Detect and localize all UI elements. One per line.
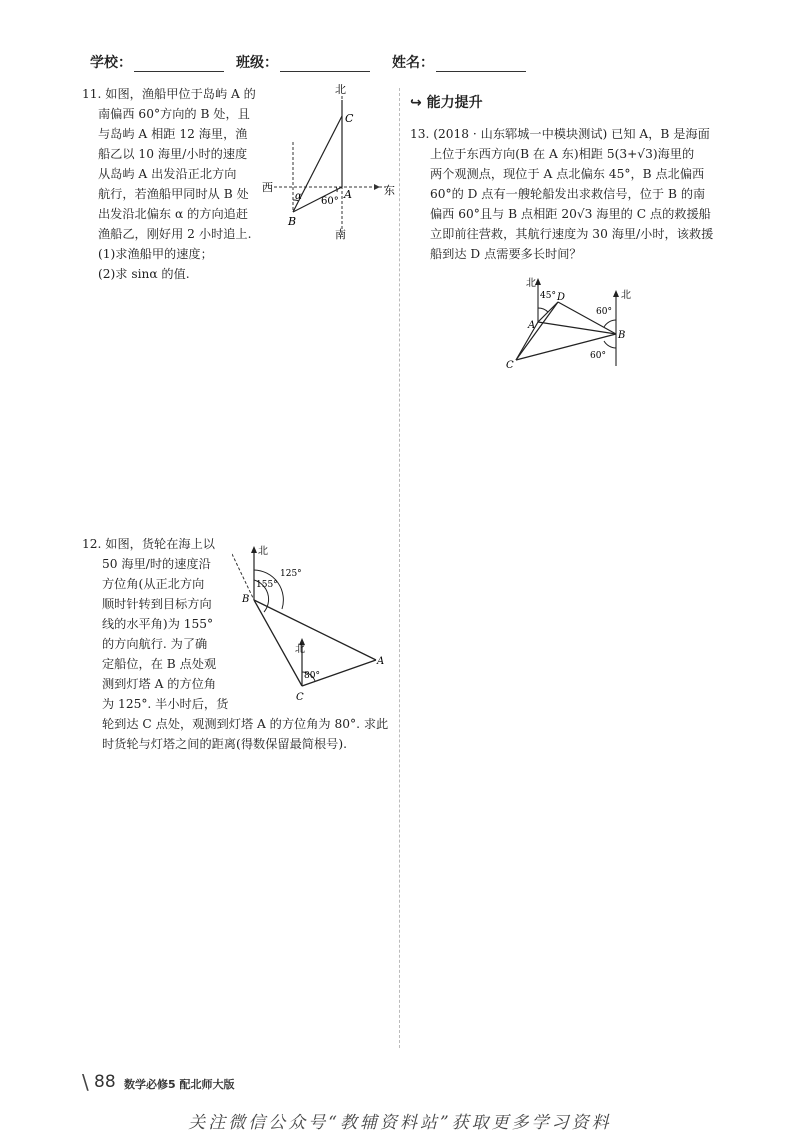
- q13-angle-45: 45°: [540, 291, 556, 301]
- q11-point-a: A: [344, 188, 352, 201]
- q13-line: 上位于东西方向(B 在 A 东)相距 5(3+√3)海里的: [430, 147, 695, 161]
- q12-north-2: 北: [295, 644, 305, 655]
- q11-line: 南偏西 60°方向的 B 处，且: [98, 107, 250, 121]
- q13-angle-60-bottom: 60°: [590, 351, 606, 361]
- q11-line: (2)求 sinα 的值.: [98, 267, 190, 281]
- q13-point-b: B: [618, 330, 626, 341]
- q13-point-c: C: [506, 360, 514, 371]
- class-blank: [280, 57, 370, 72]
- q11-west-label: 西: [262, 181, 273, 194]
- q11-alpha: α: [295, 191, 302, 202]
- q12-point-c: C: [296, 692, 304, 703]
- page-number: 88: [94, 1072, 116, 1092]
- q11-point-b: B: [288, 215, 297, 228]
- q13-point-a: A: [528, 320, 536, 331]
- q11-south-label: 南: [335, 228, 346, 241]
- q11-line: 渔船乙，刚好用 2 小时追上.: [98, 227, 252, 241]
- column-divider: [399, 88, 400, 1048]
- q13-line: 两个观测点，现位于 A 点北偏东 45°，B 点北偏西: [430, 167, 705, 181]
- q13-line: 60°的 D 点有一艘轮船发出求救信号，位于 B 的南: [430, 187, 706, 201]
- curved-arrow-icon: ↪: [410, 95, 422, 111]
- q12-angle-125: 125°: [280, 569, 302, 579]
- question-11: [82, 84, 282, 284]
- footer-slash: \: [82, 1070, 89, 1094]
- name-label: 姓名：: [392, 55, 434, 71]
- q12-line: 线的水平角)为 155°: [102, 617, 214, 631]
- class-label: 班级：: [236, 55, 278, 71]
- q13-figure: [500, 274, 640, 374]
- q11-point-c: C: [345, 112, 354, 125]
- q11-line: 11. 如图，渔船甲位于岛屿 A 的: [82, 87, 256, 101]
- q12-line: 顺时针转到目标方向: [102, 597, 212, 611]
- question-12: [82, 534, 242, 714]
- question-12-tail: [102, 714, 402, 754]
- name-field: [392, 52, 526, 72]
- q12-line: 为 125°. 半小时后，货: [102, 697, 229, 711]
- q11-line: 出发沿北偏东 α 的方向追赶: [98, 207, 249, 221]
- school-field: [90, 52, 224, 72]
- q12-tail-line: 轮到达 C 点处，观测到灯塔 A 的方位角为 80°. 求此: [102, 717, 389, 731]
- q12-tail-line: 时货轮与灯塔之间的距离(得数保留最简根号).: [102, 737, 347, 751]
- q13-line: 船到达 D 点需要多长时间？: [430, 247, 582, 261]
- q12-angle-80: 80°: [304, 671, 320, 681]
- q12-line: 12. 如图，货轮在海上以: [82, 537, 215, 551]
- q12-line: 的方向航行. 为了确: [102, 637, 208, 651]
- q13-north-1: 北: [526, 278, 536, 289]
- q13-line: 13. (2018 · 山东郓城一中模块测试) 已知 A，B 是海面: [410, 127, 710, 141]
- q12-point-b: B: [242, 594, 250, 605]
- q13-north-2: 北: [621, 290, 631, 301]
- q11-line: 与岛屿 A 相距 12 海里，渔: [98, 127, 248, 141]
- q12-north-1: 北: [258, 546, 268, 557]
- section-ability-improvement: [410, 92, 483, 112]
- q12-line: 50 海里/时的速度沿: [102, 557, 211, 571]
- q13-line: 立即前往营救，其航行速度为 30 海里/小时，该救援: [430, 227, 714, 241]
- q12-line: 测到灯塔 A 的方位角: [102, 677, 217, 691]
- q11-angle-60: 60°: [321, 196, 339, 207]
- q12-figure: [232, 540, 392, 708]
- class-field: [236, 52, 370, 72]
- q13-line: 偏西 60°且与 B 点相距 20√3 海里的 C 点的救援船: [430, 207, 711, 221]
- q11-east-label: 东: [384, 184, 395, 197]
- q11-figure: [262, 82, 398, 242]
- q12-line: 定船位，在 B 点处观: [102, 657, 217, 671]
- q11-line: (1)求渔船甲的速度；: [98, 247, 213, 261]
- name-blank: [436, 57, 526, 72]
- question-13: [410, 124, 720, 264]
- watermark-text: 关注微信公众号“教辅资料站”获取更多学习资料: [188, 1113, 612, 1133]
- q12-point-a: A: [377, 656, 385, 667]
- q11-line: 航行，若渔船甲同时从 B 处: [98, 187, 249, 201]
- section-title: 能力提升: [426, 95, 483, 111]
- q11-line: 船乙以 10 海里/小时的速度: [98, 147, 248, 161]
- q11-line: 从岛屿 A 出发沿正北方向: [98, 167, 237, 181]
- q12-angle-155: 155°: [256, 580, 278, 590]
- book-title: 数学必修5 配北师大版: [124, 1078, 235, 1091]
- q12-line: 方位角(从正北方向: [102, 577, 205, 591]
- q13-angle-60-top: 60°: [596, 307, 612, 317]
- q11-north-label: 北: [335, 83, 346, 96]
- school-blank: [134, 57, 224, 72]
- q13-point-d: D: [557, 292, 566, 303]
- school-label: 学校：: [90, 55, 132, 71]
